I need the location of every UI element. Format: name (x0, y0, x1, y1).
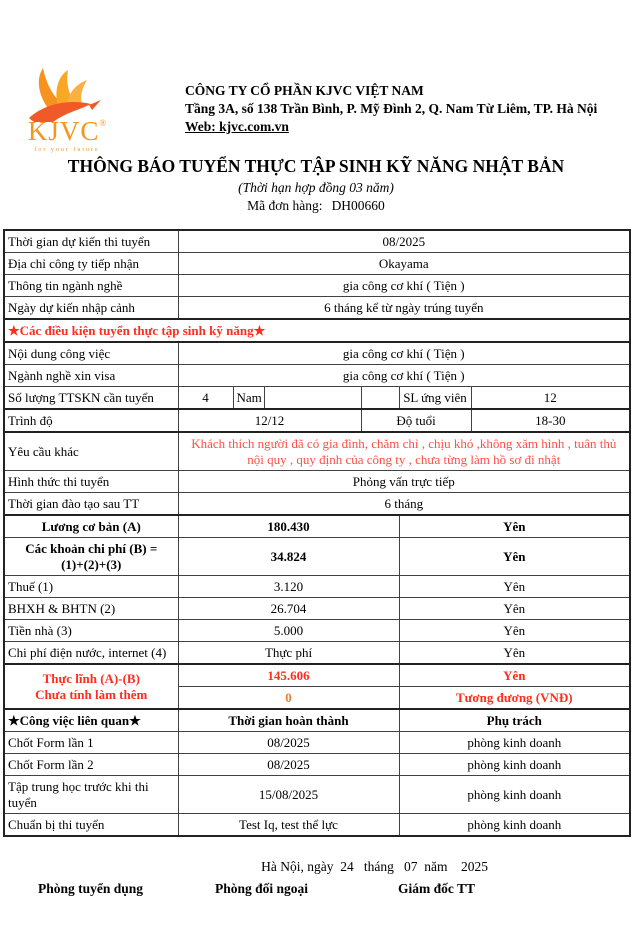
row-task-4 (4, 814, 630, 837)
visa-industry-label: Ngành nghề xin visa (4, 365, 178, 387)
row-visa-industry (4, 365, 630, 387)
row-base-salary (4, 515, 630, 538)
quantity-gender: Nam (233, 387, 264, 410)
salary-label: Lương cơ bản (A) (4, 515, 178, 538)
row-quantity (4, 387, 630, 410)
applicants-label: SL ứng viên (399, 387, 471, 410)
row-task-2 (4, 754, 630, 776)
tasks-section-header: ★Công việc liên quan★ (4, 709, 178, 732)
salary-unit: Yên (399, 515, 630, 538)
education-value: 12/12 (178, 409, 361, 432)
row-other-requirements (4, 432, 630, 471)
tasks-owner-header: Phụ trách (399, 709, 630, 732)
insurance-unit: Yên (399, 598, 630, 620)
row-tax (4, 576, 630, 598)
utilities-unit: Yên (399, 642, 630, 665)
row-expenses (4, 538, 630, 576)
utilities-label: Chi phí điện nước, internet (4) (4, 642, 178, 665)
company-name: CÔNG TY CỔ PHẦN KJVC VIỆT NAM (185, 83, 424, 98)
row-industry-info (4, 275, 630, 297)
industry-value: gia công cơ khí ( Tiện ) (178, 275, 630, 297)
net-income-label-line1: Thực lĩnh (A)-(B) (42, 670, 140, 686)
entry-date-label: Ngày dự kiến nhập cảnh (4, 297, 178, 320)
net-income-unit: Yên (399, 664, 630, 687)
row-exam-format (4, 471, 630, 493)
order-code-line (0, 198, 632, 214)
task-4-time: Test Iq, test thể lực (178, 814, 399, 837)
recruitment-table (3, 229, 631, 837)
requirements-label: Yêu cầu khác (4, 432, 178, 471)
row-job-content (4, 342, 630, 365)
expenses-label (4, 538, 178, 576)
applicants-value: 12 (471, 387, 630, 410)
entry-date-value: 6 tháng kể từ ngày trúng tuyển (178, 297, 630, 320)
expenses-value: 34.824 (178, 538, 399, 576)
insurance-label: BHXH & BHTN (2) (4, 598, 178, 620)
exam-format-label: Hình thức thi tuyển (4, 471, 178, 493)
task-1-label: Chốt Form lần 1 (4, 732, 178, 754)
row-exam-time (4, 230, 630, 253)
task-4-owner: phòng kinh doanh (399, 814, 630, 837)
conditions-section-header: ★Các điều kiện tuyển thực tập sinh kỹ năng★ (4, 319, 630, 342)
tax-value: 3.120 (178, 576, 399, 598)
signature-date-line: Hà Nội, ngày 24 tháng 07 năm 2025 (261, 859, 488, 874)
task-3-time: 15/08/2025 (178, 776, 399, 814)
logo-tagline: for your future (34, 147, 100, 153)
exam-time-label: Thời gian dự kiến thi tuyển (4, 230, 178, 253)
row-entry-date (4, 297, 630, 320)
signature-row (0, 879, 632, 907)
requirements-value: Khách thích người đã có gia đình, chăm chỉ , chịu khó ,không xăm hình , tuân thủ nội quy , quy định của công ty , chưa từng làm hồ sơ đi nhật (178, 432, 630, 471)
company-header (185, 82, 630, 136)
row-utilities (4, 642, 630, 665)
row-tasks-header (4, 709, 630, 732)
order-code-value: DH00660 (331, 198, 385, 213)
row-education (4, 409, 630, 432)
tasks-time-header: Thời gian hoàn thành (178, 709, 399, 732)
task-2-time: 08/2025 (178, 754, 399, 776)
net-income-vnd-label: Tương đương (VNĐ) (399, 687, 630, 710)
row-net-income-1 (4, 664, 630, 687)
order-code-label: Mã đơn hàng: (247, 198, 323, 213)
education-label: Trình độ (4, 409, 178, 432)
expenses-label-line1: Các khoản chi phí (B) = (25, 540, 158, 556)
sign-recruitment-dept: Phòng tuyển dụng (38, 881, 144, 896)
industry-label: Thông tin ngành nghề (4, 275, 178, 297)
utilities-value: Thực phí (178, 642, 399, 665)
rent-value: 5.000 (178, 620, 399, 642)
row-company-address (4, 253, 630, 275)
company-logo (12, 66, 122, 153)
net-income-label (4, 664, 178, 709)
row-insurance (4, 598, 630, 620)
tax-unit: Yên (399, 576, 630, 598)
row-task-1 (4, 732, 630, 754)
rent-unit: Yên (399, 620, 630, 642)
contract-duration-subtitle: (Thời hạn hợp đồng 03 năm) (238, 180, 394, 195)
receiving-company-label: Địa chỉ công ty tiếp nhận (4, 253, 178, 275)
salary-value: 180.430 (178, 515, 399, 538)
insurance-value: 26.704 (178, 598, 399, 620)
task-1-owner: phòng kinh doanh (399, 732, 630, 754)
phoenix-bird-icon (15, 66, 119, 122)
age-label: Độ tuổi (361, 409, 471, 432)
task-3-label: Tập trung học trước khi thi tuyển (4, 776, 178, 814)
training-label: Thời gian đào tạo sau TT (4, 493, 178, 516)
exam-time-value: 08/2025 (178, 230, 630, 253)
company-address: Tầng 3A, số 138 Trần Bình, P. Mỹ Đình 2, Q. Nam Từ Liêm, TP. Hà Nội (185, 101, 598, 116)
visa-industry-value: gia công cơ khí ( Tiện ) (178, 365, 630, 387)
expenses-label-line2: (1)+(2)+(3) (61, 556, 122, 572)
row-training-time (4, 493, 630, 516)
task-3-owner: phòng kinh doanh (399, 776, 630, 814)
company-website-link: Web: kjvc.com.vn (185, 119, 289, 134)
quantity-count: 4 (178, 387, 233, 410)
net-income-overtime-value: 0 (178, 687, 399, 710)
training-value: 6 tháng (178, 493, 630, 516)
task-1-time: 08/2025 (178, 732, 399, 754)
rent-label: Tiền nhà (3) (4, 620, 178, 642)
age-value: 18-30 (471, 409, 630, 432)
registered-trademark-icon: ® (99, 118, 107, 128)
logo-text: KJVC (27, 116, 100, 146)
quantity-empty-1 (264, 387, 361, 410)
net-income-value: 145.606 (178, 664, 399, 687)
receiving-company-value: Okayama (178, 253, 630, 275)
document-title: THÔNG BÁO TUYỂN THỰC TẬP SINH KỸ NĂNG NHẬT BẢN (67, 156, 565, 176)
row-conditions-header (4, 319, 630, 342)
sign-external-dept: Phòng đối ngoại (215, 881, 309, 896)
expenses-unit: Yên (399, 538, 630, 576)
row-rent (4, 620, 630, 642)
row-task-3 (4, 776, 630, 814)
job-content-label: Nội dung công việc (4, 342, 178, 365)
quantity-empty-2 (361, 387, 399, 410)
tax-label: Thuế (1) (4, 576, 178, 598)
net-income-label-line2: Chưa tính làm thêm (35, 686, 148, 702)
task-2-label: Chốt Form lần 2 (4, 754, 178, 776)
quantity-label: Số lượng TTSKN cần tuyển (4, 387, 178, 410)
job-content-value: gia công cơ khí ( Tiện ) (178, 342, 630, 365)
task-2-owner: phòng kinh doanh (399, 754, 630, 776)
exam-format-value: Phỏng vấn trực tiếp (178, 471, 630, 493)
sign-director: Giám đốc TT (398, 881, 476, 896)
task-4-label: Chuẩn bị thi tuyển (4, 814, 178, 837)
